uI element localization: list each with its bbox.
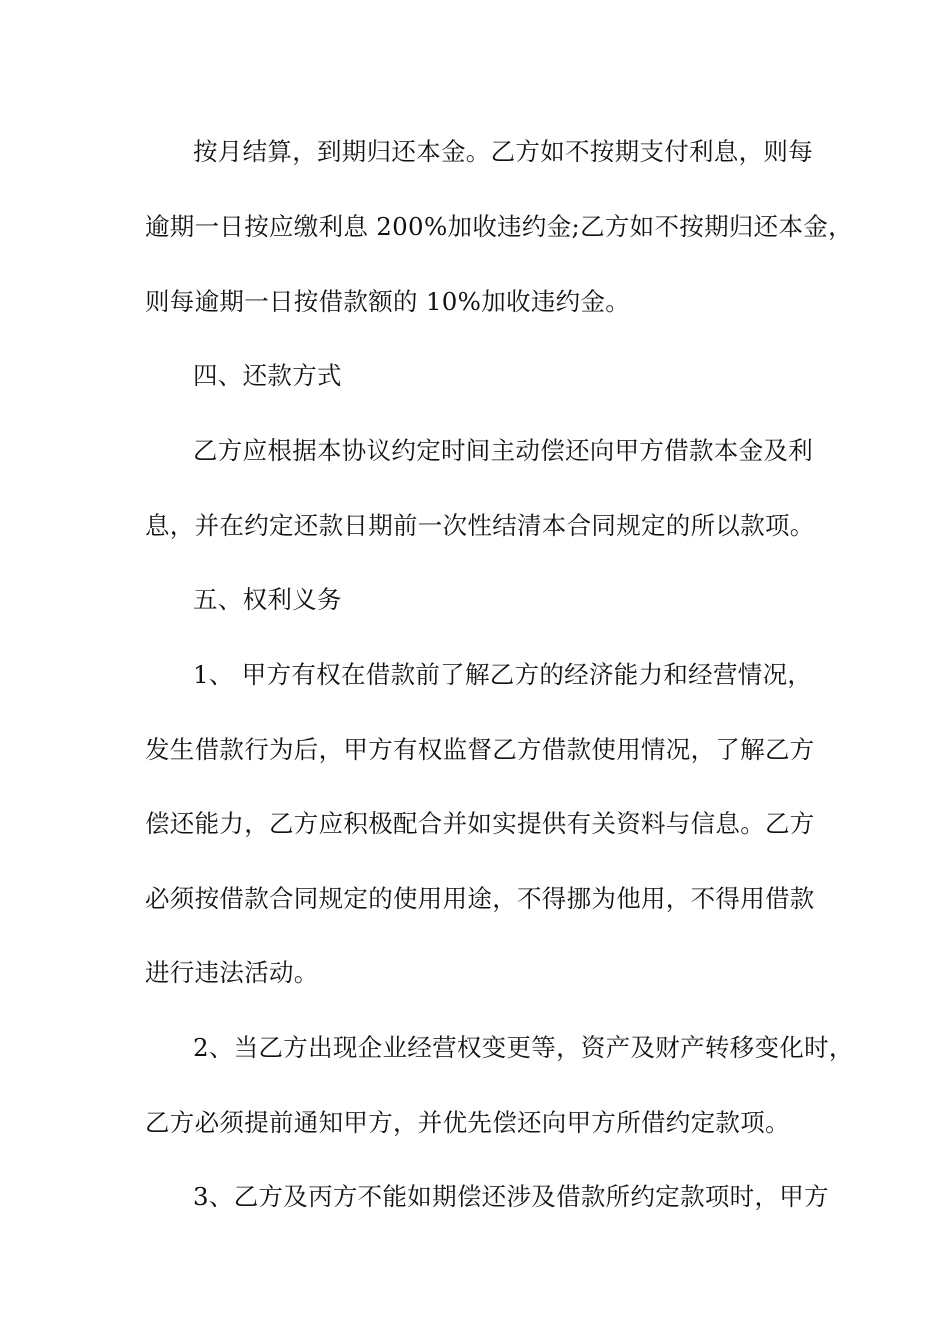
paragraph-line: 偿还能力，乙方应积极配合并如实提供有关资料与信息。乙方: [145, 809, 815, 838]
paragraph-line: 按月结算，到期归还本金。乙方如不按期支付利息，则每: [193, 137, 813, 166]
paragraph-line: 发生借款行为后，甲方有权监督乙方借款使用情况，了解乙方: [145, 735, 815, 764]
paragraph-line: 则每逾期一日按借款额的 10%加收违约金。: [145, 287, 631, 316]
paragraph-line: 逾期一日按应缴利息 200%加收违约金;乙方如不按期归还本金，: [145, 212, 853, 241]
paragraph-line: 2、当乙方出现企业经营权变更等，资产及财产转移变化时，: [193, 1033, 854, 1062]
paragraph-line: 乙方应根据本协议约定时间主动偿还向甲方借款本金及利: [193, 436, 813, 465]
paragraph-line: 进行违法活动。: [145, 958, 319, 987]
paragraph-line: 必须按借款合同规定的使用用途，不得挪为他用，不得用借款: [145, 884, 815, 913]
paragraph-line: 乙方必须提前通知甲方，并优先偿还向甲方所借约定款项。: [145, 1108, 790, 1137]
paragraph-line: 1、 甲方有权在借款前了解乙方的经济能力和经营情况，: [193, 660, 813, 689]
section-heading-repayment: 四、还款方式: [193, 361, 342, 390]
paragraph-line: 息，并在约定还款日期前一次性结清本合同规定的所以款项。: [145, 511, 815, 540]
section-heading-rights: 五、权利义务: [193, 585, 342, 614]
paragraph-line: 3、乙方及丙方不能如期偿还涉及借款所约定款项时，甲方: [193, 1182, 829, 1211]
